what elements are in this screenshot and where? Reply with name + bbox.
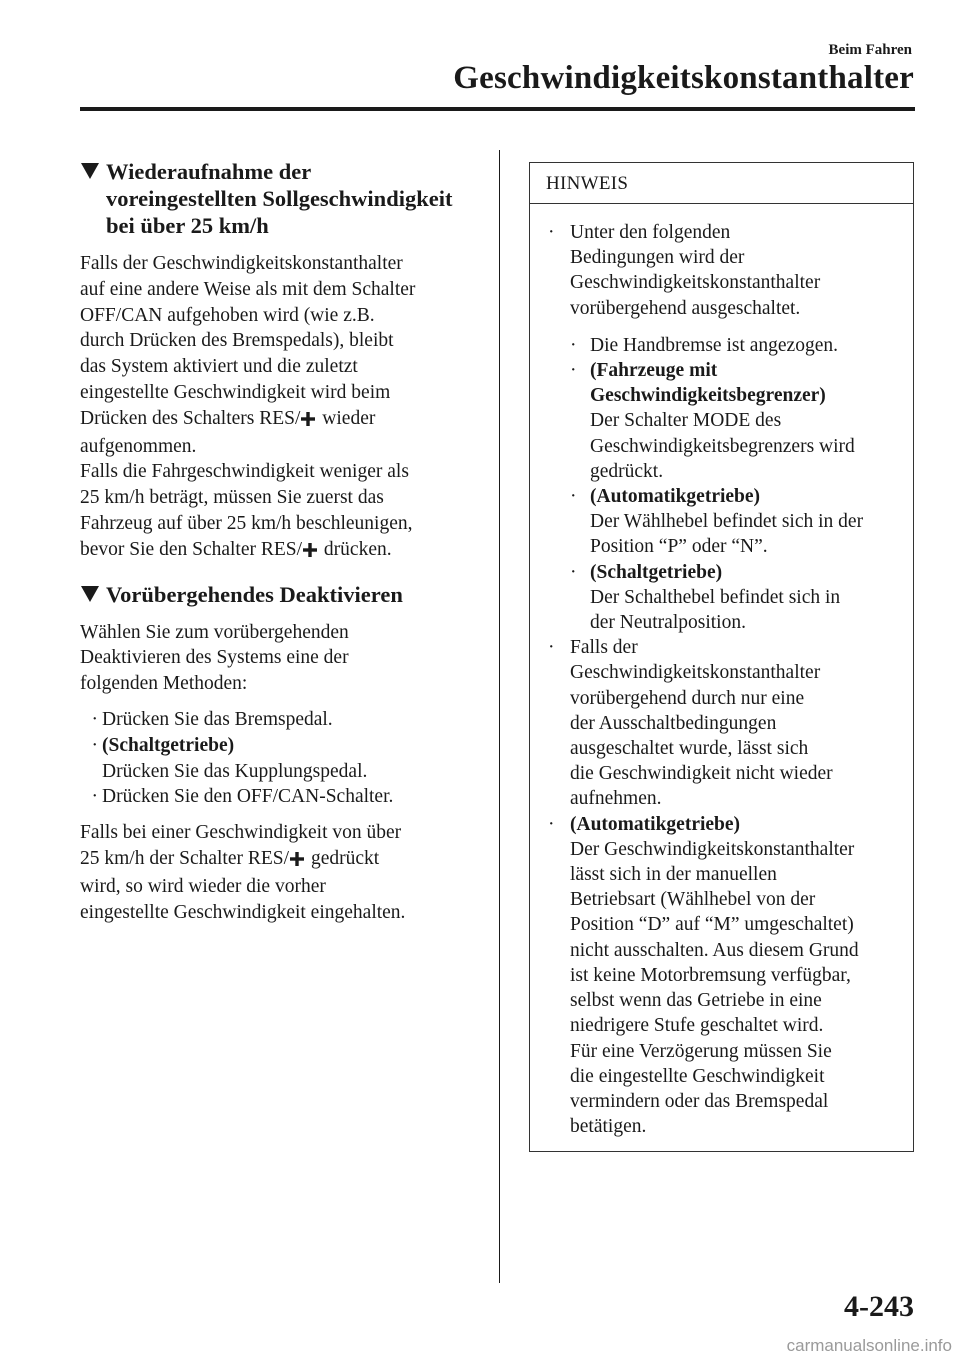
text-line: der Neutralposition.	[590, 612, 746, 634]
note-condition: (Fahrzeuge mit	[590, 360, 718, 382]
header-rule	[80, 107, 915, 111]
text-line: Fahrzeug auf über 25 km/h beschleunigen,	[80, 512, 413, 534]
header-section-label: Beim Fahren	[828, 42, 912, 58]
note-box	[529, 162, 914, 1152]
text-line: Betriebsart (Wählhebel von der	[570, 889, 816, 911]
text-line: OFF/CAN aufgehoben wird (wie z.B.	[80, 304, 375, 326]
text-line: aufgenommen.	[80, 435, 197, 457]
plus-icon	[290, 848, 304, 874]
note-subitem: · (Schaltgetriebe) Der Schalthebel befindet sich in der Neutralposition.	[570, 561, 841, 634]
list-item: · Drücken Sie das Bremspedal.	[80, 707, 475, 733]
left-column	[80, 158, 475, 925]
note-item: · Unter den folgenden Bedingungen wird der Geschwindigkeitskonstanthalter vorübergehend ausgeschaltet.	[548, 222, 821, 319]
deactivate-methods-list	[80, 707, 475, 810]
text-line: Falls der Geschwindigkeitskonstanthalter	[80, 253, 403, 274]
text-line: Geschwindigkeitsbegrenzers wird	[590, 435, 855, 457]
text-line: vorübergehend durch nur eine	[570, 687, 805, 709]
text-line: Die Handbremse ist angezogen.	[590, 334, 838, 356]
deactivate-intro	[80, 620, 475, 697]
text-line: gedrückt.	[590, 460, 664, 482]
text-line: wieder	[317, 407, 376, 429]
list-item: · (Schaltgetriebe) Drücken Sie das Kupplungspedal.	[91, 734, 368, 782]
text-line: 25 km/h der Schalter RES/	[80, 847, 290, 869]
footer-watermark[interactable]: carmanualsonline.info	[786, 1336, 952, 1355]
heading-line: Vorübergehendes Deaktivieren	[106, 581, 403, 607]
heading-line: voreingestellten Sollgeschwindigkeit	[106, 186, 453, 211]
text-line: vermindern oder das Bremspedal	[570, 1090, 829, 1112]
text-line: Falls bei einer Geschwindigkeit von über	[80, 822, 402, 844]
text-line: Drücken des Schalters RES/	[80, 407, 301, 429]
text-line: Für eine Verzögerung müssen Sie	[570, 1040, 832, 1062]
list-item: · Drücken Sie den OFF/CAN-Schalter.	[80, 784, 475, 810]
text-line: 25 km/h beträgt, müssen Sie zuerst das	[80, 487, 384, 509]
text-line: der Ausschaltbedingungen	[570, 712, 777, 734]
text-line: eingestellte Geschwindigkeit eingehalten.	[80, 901, 406, 923]
text-line: selbst wenn das Getriebe in eine	[570, 990, 822, 1012]
page-number: 4-243	[844, 1290, 914, 1323]
text-line: drücken.	[319, 538, 392, 560]
note-subitem: · (Automatikgetriebe) Der Wählhebel befindet sich in der Position “P” oder “N”.	[570, 486, 864, 558]
resume-paragraph	[80, 251, 475, 565]
note-body	[530, 204, 913, 1139]
text-line: ausgeschaltet wurde, lässt sich	[570, 738, 809, 760]
text-line: Der Wählhebel befindet sich in der	[590, 511, 864, 533]
text-line: nicht ausschalten. Aus diesem Grund	[570, 939, 859, 961]
text-line: das System aktiviert und die zuletzt	[80, 356, 358, 378]
text-line: Falls der	[570, 637, 638, 659]
triangle-down-icon	[80, 581, 106, 603]
text-line: ist keine Motorbremsung verfügbar,	[570, 964, 851, 986]
text-line: Falls die Fahrgeschwindigkeit weniger als	[80, 461, 409, 483]
text-line: wird, so wird wieder die vorher	[80, 875, 326, 897]
note-item: · Falls der Geschwindigkeitskonstanthalter vorübergehend durch nur eine der Ausschaltbedingungen ausgeschaltet wurde, lässt sich die Geschwindigkeit nicht wieder aufnehmen.	[548, 637, 833, 810]
header-title: Geschwindigkeitskonstanthalter	[453, 60, 914, 96]
note-condition: Geschwindigkeitsbegrenzer)	[590, 385, 826, 407]
note-item: · (Automatikgetriebe) Der Geschwindigkeitskonstanthalter lässt sich in der manuellen Betriebsart (Wählhebel von der Position “D” auf “M” umgeschaltet) nicht ausschalten. Aus diesem Grund ist keine Motorbremsung verfügbar, selbst wenn das Getriebe in eine niedrigere Stufe geschaltet wird. Für eine Verzögerung müssen Sie die eingestellte Geschwindigkeit vermindern oder das Bremspedal betätigen.	[548, 813, 859, 1138]
text-line: Position “D” auf “M” umgeschaltet)	[570, 914, 854, 936]
text-line: die Geschwindigkeit nicht wieder	[570, 763, 833, 785]
note-condition: (Automatikgetriebe)	[570, 813, 741, 835]
text-line: Der Geschwindigkeitskonstanthalter	[570, 838, 855, 860]
note-condition: (Automatikgetriebe)	[590, 486, 761, 508]
list-item-condition: (Schaltgetriebe)	[102, 734, 235, 756]
text-line: vorübergehend ausgeschaltet.	[570, 297, 801, 319]
text-line: die eingestellte Geschwindigkeit	[570, 1065, 825, 1087]
text-line: durch Drücken des Bremspedals), bleibt	[80, 330, 394, 352]
heading-line: Wiederaufnahme der	[106, 159, 312, 184]
text-line: eingestellte Geschwindigkeit wird beim	[80, 381, 391, 403]
text-line: lässt sich in der manuellen	[570, 864, 777, 886]
note-subitem: · (Fahrzeuge mit Geschwindigkeitsbegrenzer) Der Schalter MODE des Geschwindigkeitsbegrenzers wird gedrückt.	[570, 360, 855, 482]
text-line: betätigen.	[570, 1116, 647, 1138]
text-line: Unter den folgenden	[570, 222, 731, 243]
text-line: Geschwindigkeitskonstanthalter	[570, 272, 821, 294]
text-line: Position “P” oder “N”.	[590, 536, 768, 558]
column-divider	[499, 150, 500, 1283]
note-title: HINWEIS	[530, 163, 913, 204]
list-item-text: Drücken Sie das Bremspedal.	[102, 708, 333, 730]
plus-icon	[301, 408, 315, 434]
heading-line: bei über 25 km/h	[106, 213, 269, 238]
resume-after-deactivate-paragraph	[80, 820, 475, 925]
text-line: gedrückt	[306, 847, 380, 869]
text-line: auf eine andere Weise als mit dem Schalter	[80, 278, 416, 300]
triangle-down-icon	[80, 158, 106, 180]
section-heading-deactivate	[80, 581, 475, 608]
text-line: Wählen Sie zum vorübergehenden	[80, 621, 349, 643]
text-line: folgenden Methoden:	[80, 673, 248, 695]
text-line: aufnehmen.	[570, 788, 662, 810]
text-line: Geschwindigkeitskonstanthalter	[570, 662, 821, 684]
text-line: Bedingungen wird der	[570, 247, 745, 269]
plus-icon	[303, 539, 317, 565]
note-condition: (Schaltgetriebe)	[590, 561, 723, 583]
note-subitem: · Die Handbremse ist angezogen.	[546, 333, 903, 358]
list-item-text: Drücken Sie den OFF/CAN-Schalter.	[102, 786, 394, 808]
text-line: Der Schalter MODE des	[590, 410, 782, 432]
list-item-text: Drücken Sie das Kupplungspedal.	[102, 760, 368, 782]
text-line: bevor Sie den Schalter RES/	[80, 538, 303, 560]
text-line: niedrigere Stufe geschaltet wird.	[570, 1015, 824, 1037]
text-line: Der Schalthebel befindet sich in	[590, 586, 841, 608]
section-heading-resume	[80, 158, 475, 239]
text-line: Deaktivieren des Systems eine der	[80, 647, 349, 669]
